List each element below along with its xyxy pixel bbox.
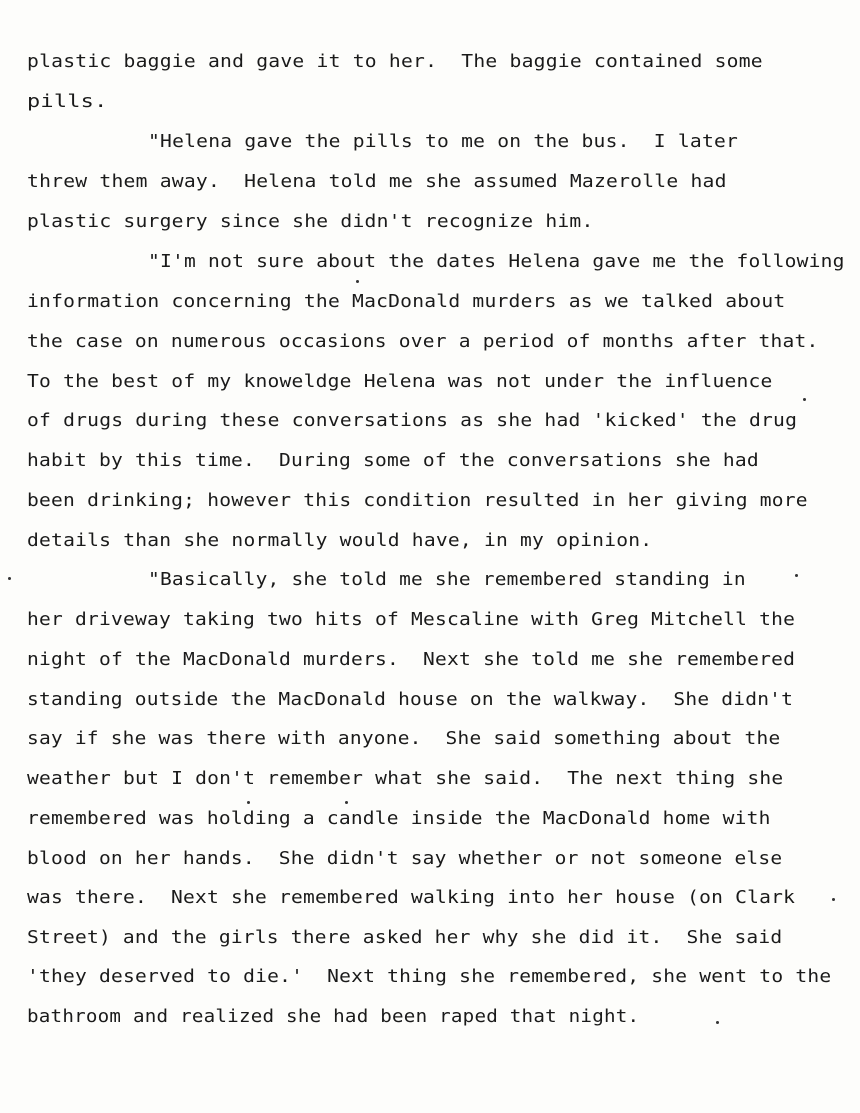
scan-speck (247, 801, 250, 804)
text-line: habit by this time. During some of the conversations she had (27, 451, 759, 471)
text-line: "I'm not sure about the dates Helena gave me the following (148, 252, 845, 272)
text-line: standing outside the MacDonald house on the walkway. She didn't (27, 690, 794, 710)
text-line: bathroom and realized she had been raped that night. (27, 1007, 640, 1027)
text-line: weather but I don't remember what she said. The next thing she (27, 769, 784, 789)
text-line: remembered was holding a candle inside the MacDonald home with (27, 809, 771, 829)
text-line: say if she was there with anyone. She said something about the (27, 729, 781, 749)
text-line: the case on numerous occasions over a period of months after that. (27, 332, 819, 352)
text-line: night of the MacDonald murders. Next she told me she remembered (27, 650, 796, 670)
text-line: 'they deserved to die.' Next thing she remembered, she went to the (27, 967, 832, 987)
text-line: "Basically, she told me she remembered standing in (148, 570, 746, 590)
text-line: plastic baggie and gave it to her. The baggie contained some (27, 52, 763, 72)
text-line: To the best of my knoweldge Helena was not under the influence (27, 372, 773, 392)
text-line: Street) and the girls there asked her why she did it. She said (27, 928, 783, 948)
scan-speck (832, 898, 835, 901)
scan-speck (795, 574, 798, 577)
text-line: information concerning the MacDonald murders as we talked about (27, 292, 786, 312)
scan-speck (356, 280, 359, 283)
text-line: details than she normally would have, in my opinion. (27, 531, 653, 551)
text-line: plastic surgery since she didn't recognize him. (27, 212, 594, 232)
text-line: of drugs during these conversations as she had 'kicked' the drug (27, 411, 798, 431)
scan-speck (345, 801, 348, 804)
text-line: pills. (27, 92, 108, 112)
text-line: been drinking; however this condition resulted in her giving more (27, 491, 808, 511)
text-line: her driveway taking two hits of Mescaline with Greg Mitchell the (27, 610, 796, 630)
text-line: threw them away. Helena told me she assumed Mazerolle had (27, 172, 727, 192)
text-line: blood on her hands. She didn't say whether or not someone else (27, 849, 783, 869)
scan-speck (8, 577, 11, 580)
scan-speck (716, 1021, 719, 1024)
text-line: was there. Next she remembered walking into her house (on Clark (27, 888, 796, 908)
text-line: "Helena gave the pills to me on the bus. I later (148, 132, 739, 152)
scan-speck (803, 398, 806, 401)
